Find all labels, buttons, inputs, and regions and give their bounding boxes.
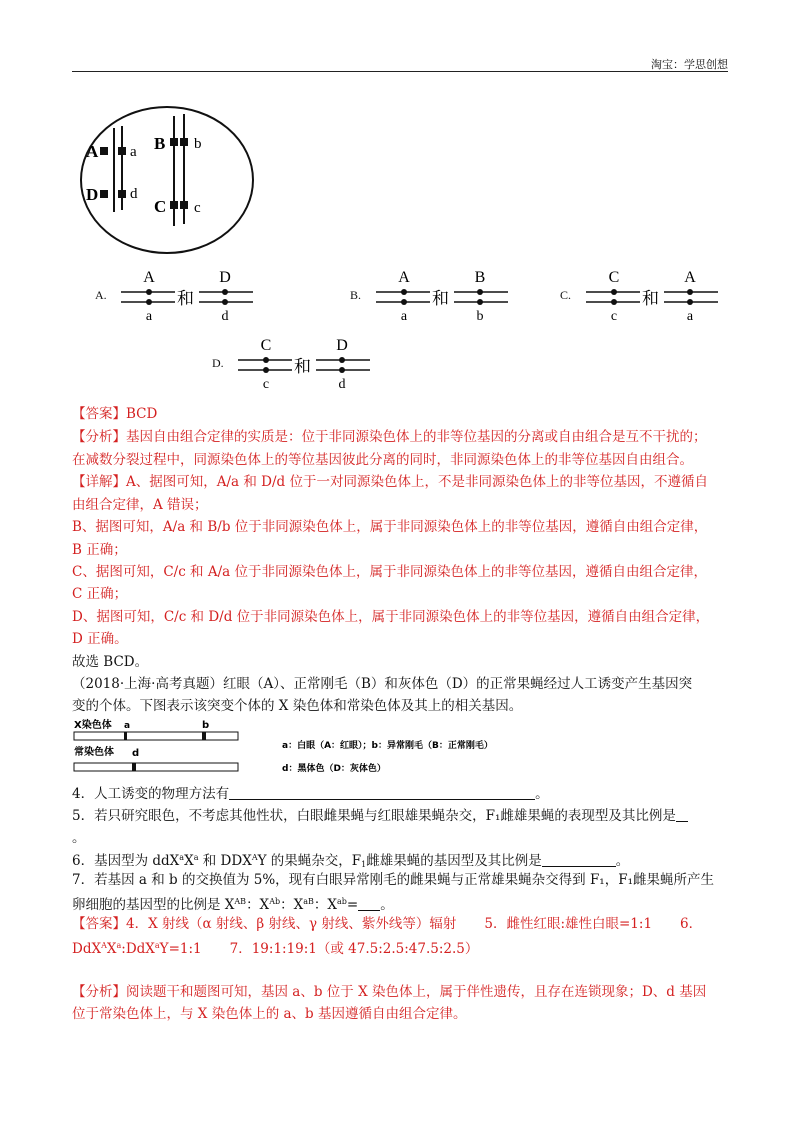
locus-D bbox=[100, 190, 108, 198]
pair2-lower-locus bbox=[477, 299, 483, 305]
answer2-a6-2: X bbox=[106, 941, 117, 957]
locus-b bbox=[180, 138, 188, 146]
x-gene-a-band bbox=[124, 732, 127, 740]
page-header bbox=[72, 54, 728, 72]
autosome-label: 常染色体 bbox=[74, 747, 114, 758]
analysis-line-1 bbox=[72, 427, 707, 447]
label-c: c bbox=[194, 200, 201, 216]
question-5-end-line: 。 bbox=[72, 830, 86, 846]
answer2-a6-num: 6． bbox=[680, 916, 703, 932]
question-7-line-1: 7．若基因 a 和 b 的交换值为 5%，现有白眼异常刚毛的雌果蝇与正常雄果蝇杂交得到 F₁，F₁雌果蝇所产生 bbox=[72, 872, 715, 888]
q6-end: 。 bbox=[615, 853, 630, 869]
answer2-a6-sup-2: a bbox=[116, 941, 122, 950]
detail-line-1 bbox=[72, 472, 708, 492]
answer2-a6-sup-1: A bbox=[101, 941, 107, 950]
pair1-bottom-label: a bbox=[145, 309, 153, 324]
detail-line-7: D、据图可知，C/c 和 D/d 位于非同源染色体上，属于非同源染色体上的非等位基因，遵循自由组合定律， bbox=[72, 609, 710, 625]
option-letter: A. bbox=[95, 288, 107, 302]
answer2-line-1 bbox=[72, 914, 702, 934]
q6-sup-1: a bbox=[179, 853, 185, 862]
question-4-blank[interactable] bbox=[229, 786, 535, 800]
analysis2-text-1: 阅读题干和题图可知，基因 a、b 位于 X 染色体上，属于伴性遗传，且存在连锁现象；D、d 基因 bbox=[126, 984, 707, 1000]
label-D: D bbox=[86, 185, 99, 204]
x-gene-b-band bbox=[202, 732, 206, 740]
option-letter: D. bbox=[212, 356, 224, 370]
q6-end-text: 雌雄果蝇的基因型及其比例是 bbox=[366, 853, 542, 869]
pair1-bottom-label: a bbox=[400, 309, 408, 324]
x-chromosome-label: X染色体 bbox=[74, 720, 112, 731]
option-d bbox=[212, 334, 372, 396]
answer2-a6-sup-3: a bbox=[154, 941, 160, 950]
detail-text-1: A、据图可知，A/a 和 D/d 位于一对同源染色体上，不是非同源染色体上的非等位基因，不遵循自 bbox=[126, 474, 708, 490]
q6-sub: 1 bbox=[361, 860, 367, 869]
pair1-upper-locus bbox=[263, 357, 269, 363]
detail-line-8: D 正确。 bbox=[72, 631, 128, 647]
pair1-top-label: A bbox=[143, 269, 155, 286]
question-7-line-2 bbox=[72, 892, 394, 915]
q7-sup-3: aB bbox=[303, 897, 314, 906]
analysis2-line-2: 位于常染色体上，与 X 染色体上的 a、b 基因遵循自由组合定律。 bbox=[72, 1006, 467, 1022]
detail-line-3: B、据图可知，A/a 和 B/b 位于非同源染色体上，属于非同源染色体上的非等位基因，遵循自由组合定律， bbox=[72, 519, 708, 535]
answer2-line-2 bbox=[72, 936, 478, 959]
pair2-bottom-label: b bbox=[476, 309, 484, 324]
cell-chromosome-figure bbox=[78, 104, 256, 256]
answer-tag: 【答案】 bbox=[72, 406, 126, 422]
question-6-blank[interactable] bbox=[542, 853, 616, 867]
option-c bbox=[560, 266, 720, 328]
q7-c3: ：X bbox=[313, 897, 337, 913]
q7-eq: = bbox=[346, 897, 359, 913]
q6-mid: 和 DDX bbox=[198, 853, 252, 869]
analysis-text-1: 基因自由组合定律的实质是：位于非同源染色体上的非等位基因的分离或自由组合是互不干扰的； bbox=[126, 429, 707, 445]
locus-c bbox=[180, 201, 188, 209]
question-5-text: 5．若只研究眼色，不考虑其他性状，白眼雌果蝇与红眼雄果蝇杂交，F₁雌雄果蝇的表现型及其比例是 bbox=[72, 808, 676, 824]
detail-tag: 【详解】 bbox=[72, 474, 126, 490]
label-A: A bbox=[86, 142, 99, 161]
pair1-lower-locus bbox=[611, 299, 617, 305]
option-letter: C. bbox=[560, 288, 572, 302]
conclusion-line: 故选 BCD。 bbox=[72, 654, 149, 670]
pair2-lower-locus bbox=[687, 299, 693, 305]
answer2-a7: 7．19:1:19:1（或 47.5:2.5:47.5:2.5） bbox=[229, 941, 479, 957]
and-label: 和 bbox=[642, 289, 659, 309]
pair1-upper-locus bbox=[611, 289, 617, 295]
q6-sup-3: A bbox=[251, 853, 258, 862]
and-label: 和 bbox=[177, 289, 194, 309]
question-5-blank[interactable] bbox=[676, 808, 688, 822]
pair1-bottom-label: c bbox=[610, 309, 618, 324]
answer2-tag: 【答案】 bbox=[72, 916, 126, 932]
label-C: C bbox=[154, 197, 167, 216]
q7-c2: ：X bbox=[280, 897, 304, 913]
pair2-upper-locus bbox=[222, 289, 228, 295]
pair2-upper-locus bbox=[339, 357, 345, 363]
question-4-text: 4．人工诱变的物理方法有 bbox=[72, 786, 230, 802]
detail-line-4: B 正确； bbox=[72, 542, 127, 558]
q6-pre: 6．基因型为 ddX bbox=[72, 853, 180, 869]
pair1-upper-locus bbox=[401, 289, 407, 295]
pair2-top-label: B bbox=[474, 269, 486, 286]
pair1-top-label: A bbox=[398, 269, 410, 286]
pair1-upper-locus bbox=[146, 289, 152, 295]
q6-y: Y 的果蝇杂交，F bbox=[257, 853, 362, 869]
cell-outline bbox=[81, 107, 253, 253]
pair2-lower-locus bbox=[222, 299, 228, 305]
pair2-top-label: D bbox=[219, 269, 231, 286]
pair2-bottom-label: a bbox=[686, 309, 694, 324]
analysis-tag: 【分析】 bbox=[72, 429, 126, 445]
pair2-bottom-label: d bbox=[338, 377, 346, 392]
pair2-bottom-label: d bbox=[221, 309, 229, 324]
pair2-top-label: A bbox=[684, 269, 696, 286]
pair1-lower-locus bbox=[401, 299, 407, 305]
and-label: 和 bbox=[432, 289, 449, 309]
option-letter: B. bbox=[350, 288, 362, 302]
pair1-top-label: C bbox=[260, 337, 272, 354]
q6-sup-2: a bbox=[193, 853, 199, 862]
detail-line-6: C 正确； bbox=[72, 586, 128, 602]
pair2-upper-locus bbox=[477, 289, 483, 295]
chromosome-gene-figure bbox=[72, 718, 502, 780]
locus-A bbox=[100, 147, 108, 155]
header-source-text: 淘宝：学思创想 bbox=[651, 58, 728, 71]
label-a: a bbox=[130, 144, 137, 160]
pair2-lower-locus bbox=[339, 367, 345, 373]
answer2-a5: 5．雌性红眼:雄性白眼=1:1 bbox=[484, 916, 653, 932]
question-4 bbox=[72, 784, 549, 804]
q6-x2: X bbox=[184, 853, 194, 869]
answer-value: BCD bbox=[126, 406, 158, 422]
x-chromosome-bar bbox=[74, 732, 238, 740]
analysis-line-2: 在减数分裂过程中，同源染色体上的等位基因彼此分离的同时，非同源染色体上的非等位基因自由组合。 bbox=[72, 452, 693, 468]
pair1-lower-locus bbox=[146, 299, 152, 305]
pair1-bottom-label: c bbox=[262, 377, 270, 392]
autosome-bar bbox=[74, 763, 238, 771]
answer2-a6-3: :DdX bbox=[121, 941, 155, 957]
option-b bbox=[350, 266, 510, 328]
and-label: 和 bbox=[294, 357, 311, 377]
option-pair-figure bbox=[236, 334, 372, 396]
legend-line-1: a：白眼（A：红眼）；b：异常刚毛（B：正常刚毛） bbox=[282, 741, 493, 751]
detail-line-5: C、据图可知，C/c 和 A/a 位于非同源染色体上，属于非同源染色体上的非等位基因，遵循自由组合定律， bbox=[72, 564, 707, 580]
q7-pre: 卵细胞的基因型的比例是 X bbox=[72, 897, 235, 913]
question-5 bbox=[72, 806, 688, 826]
q7-sup-2: Ab bbox=[269, 897, 281, 906]
q7-c1: ：X bbox=[246, 897, 270, 913]
label-b: b bbox=[194, 136, 202, 152]
answer-line-1 bbox=[72, 404, 157, 424]
q7-sup-1: AB bbox=[234, 897, 247, 906]
pair2-upper-locus bbox=[687, 289, 693, 295]
autosome-gene-d-label: d bbox=[132, 748, 140, 759]
detail-line-2: 由组合定律，A 错误； bbox=[72, 497, 208, 513]
question2-intro-1: （2018·上海·高考真题）红眼（A）、正常刚毛（B）和灰体色（D）的正常果蝇经过人工诱变产生基因突 bbox=[72, 676, 693, 692]
option-a bbox=[95, 266, 255, 328]
question-7-blank[interactable] bbox=[358, 897, 380, 911]
pair1-top-label: C bbox=[608, 269, 620, 286]
label-B: B bbox=[154, 134, 166, 153]
x-gene-b-label: b bbox=[202, 720, 210, 731]
answer2-a6-4: Y=1:1 bbox=[159, 941, 202, 957]
pair1-lower-locus bbox=[263, 367, 269, 373]
autosome-gene-d-band bbox=[132, 763, 136, 771]
q7-period: 。 bbox=[380, 897, 394, 913]
question-4-end: 。 bbox=[535, 786, 549, 802]
locus-d bbox=[118, 190, 126, 198]
locus-a bbox=[118, 147, 126, 155]
legend-line-2: d：黑体色（D：灰体色） bbox=[282, 764, 386, 774]
pair2-top-label: D bbox=[336, 337, 348, 354]
q7-sup-4: ab bbox=[337, 897, 347, 906]
x-gene-a-label: a bbox=[124, 721, 131, 731]
question2-intro-2: 变的个体。下图表示该突变个体的 X 染色体和常染色体及其上的相关基因。 bbox=[72, 698, 523, 714]
answer2-a6-1: DdX bbox=[72, 941, 102, 957]
analysis2-line-1 bbox=[72, 982, 706, 1002]
label-d: d bbox=[130, 186, 138, 202]
analysis2-tag: 【分析】 bbox=[72, 984, 126, 1000]
answer2-a4: 4．X 射线（α 射线、β 射线、γ 射线、紫外线等）辐射 bbox=[126, 916, 457, 932]
option-pair-figure bbox=[119, 266, 255, 328]
locus-C bbox=[170, 201, 178, 209]
locus-B bbox=[170, 138, 178, 146]
option-pair-figure bbox=[584, 266, 720, 328]
option-pair-figure bbox=[374, 266, 510, 328]
